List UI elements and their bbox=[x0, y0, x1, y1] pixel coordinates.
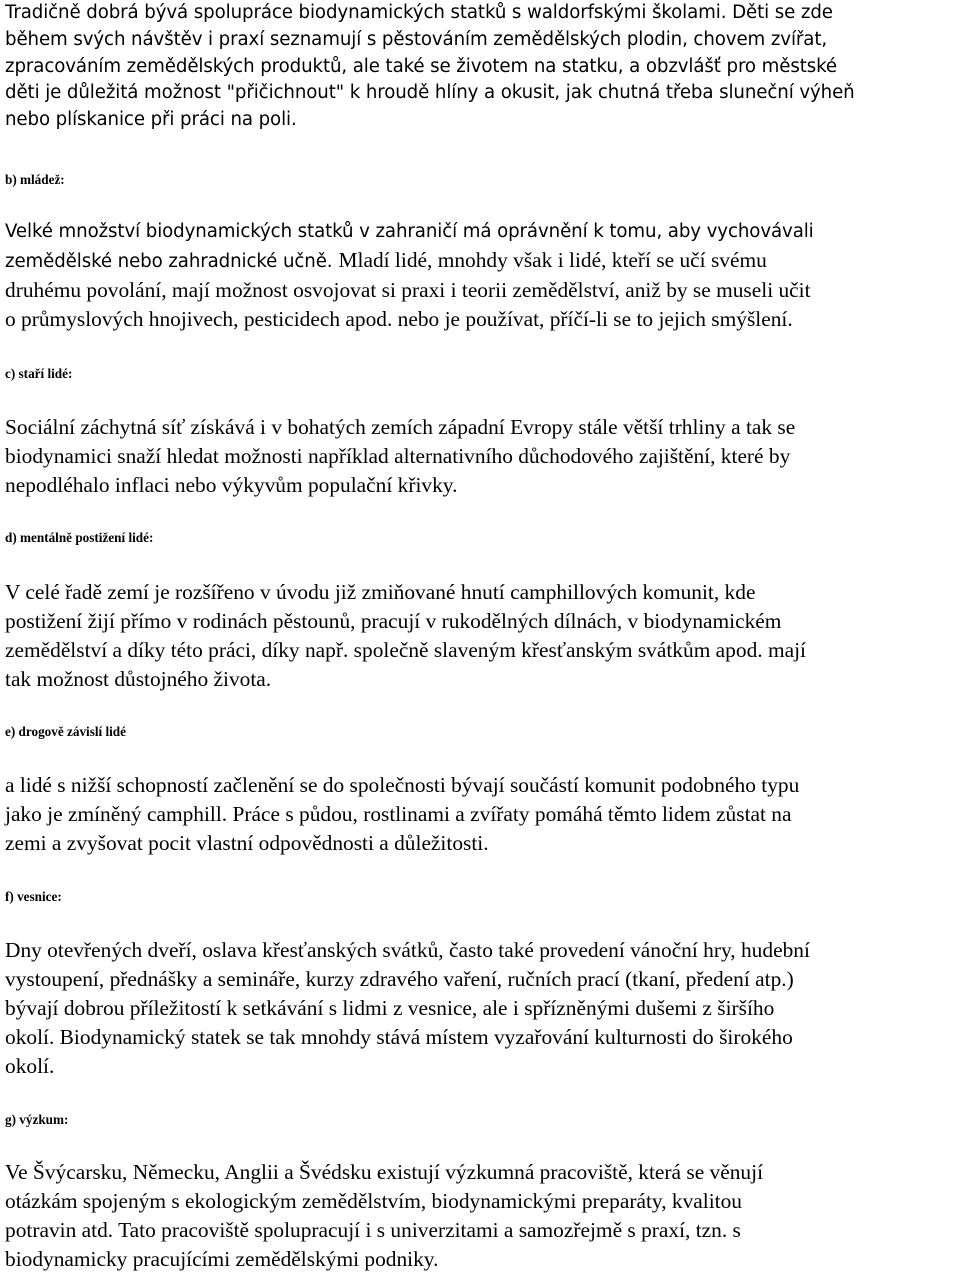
section-heading-village: f) vesnice: bbox=[5, 889, 62, 904]
text-line: Dny otevřených dveří, oslava křesťanských svátků, často také provedení vánoční hry, hudební bbox=[5, 938, 810, 962]
text-line: Mladí lidé, mnohdy však i lidé, kteří se učí svému bbox=[338, 247, 767, 272]
text-line: vystoupení, přednášky a semináře, kurzy zdravého vaření, ručních prací (tkaní, předení atp.) bbox=[5, 967, 794, 991]
text-line: během svých návštěv i praxí seznamují s pěstováním zemědělských plodin, chovem zvířat, bbox=[5, 28, 828, 50]
text-line: nepodléhalo inflaci nebo výkyvům populační křivky. bbox=[5, 473, 458, 497]
text-line: postižení žijí přímo v rodinách pěstounů, pracují v rukodělných dílnách, v biodynamickém bbox=[5, 609, 782, 633]
section-paragraph-disabled bbox=[5, 578, 806, 694]
text-line: druhému povolání, mají možnost osvojovat si praxi i teorii zemědělství, aniž by se museli učit bbox=[5, 277, 811, 302]
section-paragraph-research bbox=[5, 1158, 763, 1274]
text-line: tak možnost důstojného života. bbox=[5, 667, 272, 691]
section-heading-addicts: e) drogově závislí lidé bbox=[5, 724, 126, 739]
text-line: biodynamici snaží hledat možnosti například alternativního důchodového zajištění, které by bbox=[5, 444, 791, 468]
text-line: Velké množství biodynamických statků v zahraničí má oprávnění k tomu, aby vychovávali bbox=[5, 221, 814, 242]
text-line: okolí. bbox=[5, 1054, 55, 1078]
text-line: V celé řadě zemí je rozšířeno v úvodu již zmiňované hnutí camphillových komunit, kde bbox=[5, 580, 756, 604]
text-line: otázkám spojeným s ekologickým zemědělstvím, biodynamickými preparáty, kvalitou bbox=[5, 1189, 743, 1213]
text-line: potravin atd. Tato pracoviště spolupracují i s univerzitami a samozřejmě s praxí, tzn. s bbox=[5, 1218, 741, 1242]
section-paragraph-village bbox=[5, 936, 810, 1081]
text-line: biodynamicky pracujícími zemědělskými podniky. bbox=[5, 1247, 439, 1271]
text-line: a lidé s nižší schopností začlenění se do společnosti bývají součástí komunit podobného typu bbox=[5, 773, 800, 797]
text-line: jako je zmíněný camphill. Práce s půdou, rostlinami a zvířaty pomáhá těmto lidem zůstat na bbox=[5, 802, 792, 826]
section-heading-elderly: c) staří lidé: bbox=[5, 366, 73, 381]
text-line: o průmyslových hnojivech, pesticidech apod. nebo je používat, příčí-li se to jejich smýšlení. bbox=[5, 306, 793, 331]
section-paragraph-addicts bbox=[5, 771, 799, 858]
text-line: okolí. Biodynamický statek se tak mnohdy stává místem vyzařování kulturnosti do širokého bbox=[5, 1025, 793, 1049]
text-line: Ve Švýcarsku, Německu, Anglii a Švédsku existují výzkumná pracoviště, která se věnují bbox=[5, 1160, 764, 1184]
text-line: bývají dobrou příležitostí k setkávání s lidmi z vesnice, ale i spřízněnými dušemi z širšího bbox=[5, 996, 775, 1020]
section-paragraph-youth bbox=[5, 219, 814, 334]
section-heading-research: g) výzkum: bbox=[5, 1112, 69, 1127]
section-heading-disabled: d) mentálně postižení lidé: bbox=[5, 530, 154, 545]
text-line: zemi a zvyšovat pocit vlastní odpovědnosti a důležitosti. bbox=[5, 831, 489, 855]
text-line: zemědělské nebo zahradnické učně. bbox=[5, 250, 333, 272]
text-line: děti je důležitá možnost "přičichnout" k hroudě hlíny a okusit, jak chutná třeba sluneční výheň bbox=[5, 82, 855, 104]
section-paragraph-elderly bbox=[5, 413, 795, 500]
text-line: Tradičně dobrá bývá spolupráce biodynamických statků s waldorfskými školami. Děti se zde bbox=[5, 2, 833, 23]
text-line: zemědělství a díky této práci, díky např. společně slaveným křesťanským svátkům apod. mají bbox=[5, 638, 806, 662]
intro-paragraph bbox=[5, 0, 855, 134]
text-line: nebo plískanice při práci na poli. bbox=[5, 109, 297, 131]
text-line: zpracováním zemědělských produktů, ale také se životem na statku, a obzvlášť pro městské bbox=[5, 55, 838, 77]
text-line: Sociální záchytná síť získává i v bohatých zemích západní Evropy stále větší trhliny a tak se bbox=[5, 415, 796, 439]
section-heading-youth: b) mládež: bbox=[5, 172, 65, 187]
